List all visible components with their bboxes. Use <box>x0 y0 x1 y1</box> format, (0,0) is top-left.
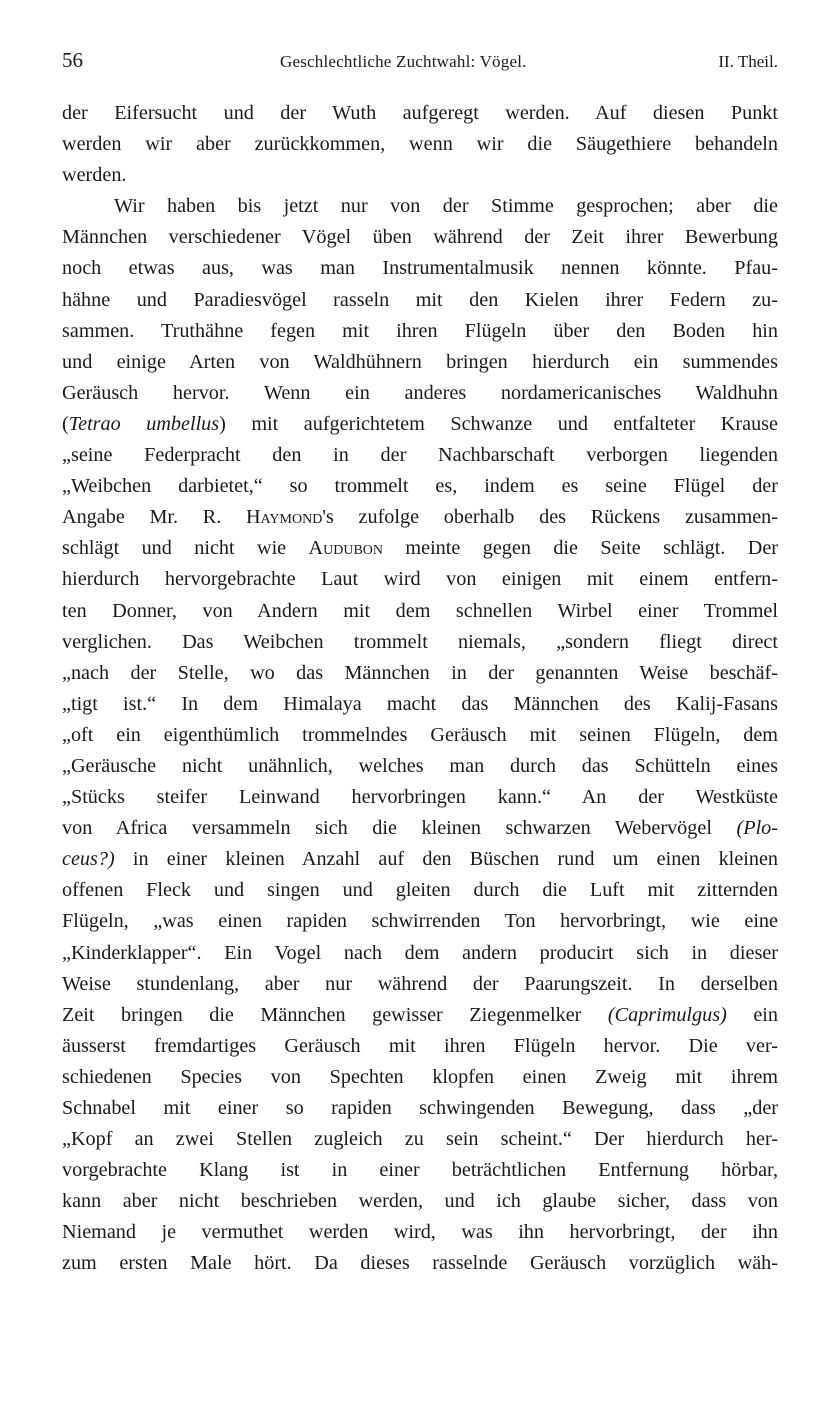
part-label: II. Theil. <box>718 52 778 71</box>
text-line: Wir haben bis jetzt nur von der Stimme gesprochen; aber die <box>114 195 778 218</box>
text-line: Zeit bringen die Männchen gewisser Ziegenmelker (Caprimulgus) ein <box>62 1003 778 1026</box>
text-line: „Stücks steifer Leinwand hervorbringen kann.“ An der Westküste <box>62 786 778 809</box>
page-number: 56 <box>62 48 83 72</box>
text-line: „Kopf an zwei Stellen zugleich zu sein scheint.“ Der hierdurch her- <box>62 1128 778 1151</box>
text-line: Schnabel mit einer so rapiden schwingenden Bewegung, dass „der <box>62 1097 778 1119</box>
text-line: kann aber nicht beschrieben werden, und ich glaube sicher, dass von <box>62 1190 778 1213</box>
text-line: schlägt und nicht wie Audubon meinte gegen die Seite schlägt. Der <box>62 537 779 560</box>
text-line: Angabe Mr. R. Haymond's zufolge oberhalb des Rückens zusammen- <box>62 506 779 529</box>
text-line: äusserst fremdartiges Geräusch mit ihren Flügeln hervor. Die ver- <box>62 1034 778 1057</box>
text-line: „Geräusche nicht unähnlich, welches man durch das Schütteln eines <box>62 754 778 777</box>
text-line: sammen. Truthähne fegen mit ihren Flügeln über den Boden hin <box>62 319 778 342</box>
text-line: werden. <box>62 164 127 187</box>
text-line: „seine Federpracht den in der Nachbarschaft verborgen liegenden <box>62 444 778 467</box>
text-line: Niemand je vermuthet werden wird, was ihn hervorbringt, der ihn <box>62 1221 778 1244</box>
author-name: Audubon <box>308 537 384 560</box>
text-line: und einige Arten von Waldhühnern bringen hierdurch ein summendes <box>62 350 778 373</box>
species-name: Tetrao umbellus <box>68 412 220 435</box>
text-line: Männchen verschiedener Vögel üben während der Zeit ihrer Bewerbung <box>62 226 778 249</box>
page-header <box>62 48 778 78</box>
text-line: zum ersten Male hört. Da dieses rasselnde Geräusch vorzüglich wäh- <box>62 1252 778 1275</box>
text-line: verglichen. Das Weibchen trommelt niemals, „sondern fliegt direct <box>62 630 778 653</box>
text-line: von Africa versammeln sich die kleinen schwarzen Webervögel (Plo- <box>62 817 778 840</box>
text-line: Geräusch hervor. Wenn ein anderes nordamericanisches Waldhuhn <box>62 381 778 404</box>
species-name: ceus?) <box>62 848 115 871</box>
author-name: Haymond <box>246 506 323 529</box>
text-line: noch etwas aus, was man Instrumentalmusik nennen könnte. Pfau- <box>62 257 778 280</box>
text-line: hierdurch hervorgebrachte Laut wird von einigen mit einem entfern- <box>62 568 778 591</box>
text-line: „tigt ist.“ In dem Himalaya macht das Männchen des Kalij-Fasans <box>62 692 778 715</box>
species-name: (Caprimulgus) <box>607 1003 727 1026</box>
text-line: „Kinderklapper“. Ein Vogel nach dem andern producirt sich in dieser <box>62 941 778 964</box>
running-title: Geschlechtliche Zuchtwahl: Vögel. <box>280 52 527 71</box>
text-line: werden wir aber zurückkommen, wenn wir die Säugethiere behandeln <box>62 133 778 156</box>
text-line: „nach der Stelle, wo das Männchen in der genannten Weise beschäf- <box>62 661 778 684</box>
text-line: Flügeln, „was einen rapiden schwirrenden Ton hervorbringt, wie eine <box>62 910 778 933</box>
text-line: (Tetrao umbellus) mit aufgerichtetem Schwanze und entfalteter Krause <box>62 412 778 435</box>
text-line: Weise stundenlang, aber nur während der Paarungszeit. In derselben <box>62 972 778 995</box>
text-line: schiedenen Species von Spechten klopfen einen Zweig mit ihrem <box>62 1065 778 1088</box>
text-line: „oft ein eigenthümlich trommelndes Geräusch mit seinen Flügeln, dem <box>62 723 778 746</box>
text-line: offenen Fleck und singen und gleiten durch die Luft mit zitternden <box>62 879 778 902</box>
body-text <box>62 98 778 1280</box>
species-name: (Plo- <box>736 817 778 840</box>
text-line: der Eifersucht und der Wuth aufgeregt werden. Auf diesen Punkt <box>62 102 778 124</box>
text-line: vorgebrachte Klang ist in einer beträchtlichen Entfernung hörbar, <box>62 1159 778 1182</box>
text-line: hähne und Paradiesvögel rasseln mit den Kielen ihrer Federn zu- <box>62 288 778 311</box>
text-line: ceus?) in einer kleinen Anzahl auf den Büschen rund um einen kleinen <box>62 848 778 871</box>
text-line: „Weibchen darbietet,“ so trommelt es, indem es seine Flügel der <box>62 475 778 498</box>
text-line: ten Donner, von Andern mit dem schnellen Wirbel einer Trommel <box>62 599 778 622</box>
